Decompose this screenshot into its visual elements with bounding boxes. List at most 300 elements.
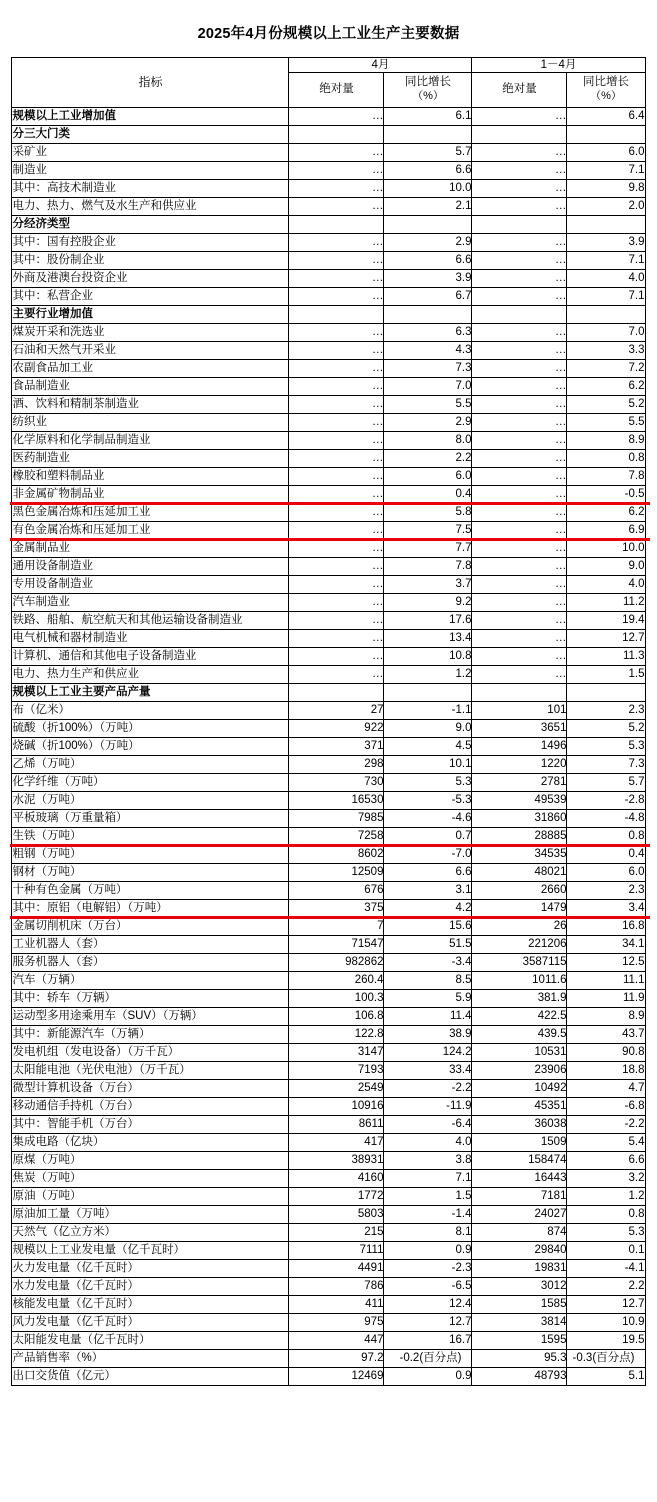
row-indicator-label: 集成电路（亿块） [12, 1133, 289, 1151]
row-indicator-label: 规模以上工业发电量（亿千瓦时） [12, 1241, 289, 1259]
row-value-cell: 975 [289, 1313, 384, 1331]
row-value-cell: -3.4 [384, 953, 472, 971]
row-value-cell: 18.8 [567, 1061, 645, 1079]
row-value-cell: 48021 [472, 863, 567, 881]
row-indicator-label: 水泥（万吨） [12, 791, 289, 809]
row-value-cell: … [472, 107, 567, 125]
table-row [12, 107, 645, 125]
row-value-cell: 29840 [472, 1241, 567, 1259]
row-value-cell: 1.5 [567, 665, 645, 683]
row-value-cell: … [289, 341, 384, 359]
highlight-line [10, 502, 650, 505]
table-row [12, 935, 645, 953]
row-indicator-label: 汽车制造业 [12, 593, 289, 611]
row-value-cell: 1772 [289, 1187, 384, 1205]
row-value-cell [289, 215, 384, 233]
table-row [12, 1259, 645, 1277]
row-indicator-label: 规模以上工业增加值 [12, 107, 289, 125]
row-indicator-label: 硫酸（折100%）（万吨） [12, 719, 289, 737]
row-value-cell: 4.0 [567, 575, 645, 593]
row-value-cell: 7.5 [384, 521, 472, 539]
table-row [12, 1169, 645, 1187]
row-value-cell: 122.8 [289, 1025, 384, 1043]
row-value-cell: -11.9 [384, 1097, 472, 1115]
row-value-cell: 0.9 [384, 1241, 472, 1259]
row-value-cell: 17.6 [384, 611, 472, 629]
row-value-cell: 23906 [472, 1061, 567, 1079]
row-indicator-label: 电气机械和器材制造业 [12, 629, 289, 647]
row-value-cell: 7.1 [567, 251, 645, 269]
row-value-cell: … [472, 629, 567, 647]
row-value-cell: 45351 [472, 1097, 567, 1115]
row-value-cell: … [289, 143, 384, 161]
row-value-cell: -4.6 [384, 809, 472, 827]
row-value-cell: … [472, 359, 567, 377]
row-value-cell: 7.1 [384, 1169, 472, 1187]
row-value-cell: 7.1 [567, 161, 645, 179]
row-value-cell: 48793 [472, 1367, 567, 1385]
table-row [12, 521, 645, 539]
row-value-cell: … [289, 107, 384, 125]
row-value-cell: … [289, 467, 384, 485]
row-value-cell: … [289, 323, 384, 341]
row-value-cell: 786 [289, 1277, 384, 1295]
table-row [12, 665, 645, 683]
row-value-cell: 4.0 [384, 1133, 472, 1151]
row-value-cell: 447 [289, 1331, 384, 1349]
row-value-cell: 5.3 [567, 1223, 645, 1241]
row-value-cell: 0.1 [567, 1241, 645, 1259]
row-value-cell: -1.4 [384, 1205, 472, 1223]
row-value-cell: 0.9 [384, 1367, 472, 1385]
table-row [12, 125, 645, 143]
table-row [12, 1349, 645, 1367]
row-value-cell [472, 683, 567, 701]
table-row [12, 809, 645, 827]
row-value-cell: … [289, 575, 384, 593]
row-value-cell: 9.0 [567, 557, 645, 575]
row-value-cell: 5803 [289, 1205, 384, 1223]
row-value-cell: 5.2 [567, 719, 645, 737]
row-value-cell: 2.3 [567, 701, 645, 719]
table-row [12, 611, 645, 629]
row-indicator-label: 铁路、船舶、航空航天和其他运输设备制造业 [12, 611, 289, 629]
row-value-cell: 101 [472, 701, 567, 719]
row-value-cell: 16.7 [384, 1331, 472, 1349]
row-value-cell: 10.0 [567, 539, 645, 557]
row-indicator-label: 电力、热力生产和供应业 [12, 665, 289, 683]
row-value-cell: 4160 [289, 1169, 384, 1187]
row-value-cell: -6.5 [384, 1277, 472, 1295]
row-value-cell: … [472, 161, 567, 179]
row-value-cell: … [289, 233, 384, 251]
row-value-cell: 0.4 [567, 845, 645, 863]
row-value-cell: 19831 [472, 1259, 567, 1277]
row-value-cell: … [289, 485, 384, 503]
row-value-cell: 7.0 [567, 323, 645, 341]
row-value-cell: 7.1 [567, 287, 645, 305]
row-value-cell: 27 [289, 701, 384, 719]
row-value-cell [289, 125, 384, 143]
row-value-cell: 6.4 [567, 107, 645, 125]
row-value-cell: 3147 [289, 1043, 384, 1061]
table-row [12, 737, 645, 755]
row-indicator-label: 外商及港澳台投资企业 [12, 269, 289, 287]
row-value-cell: … [289, 269, 384, 287]
row-value-cell: 12469 [289, 1367, 384, 1385]
row-value-cell: … [289, 521, 384, 539]
table-row [12, 323, 645, 341]
row-value-cell: 5.8 [384, 503, 472, 521]
row-value-cell: 3.8 [384, 1151, 472, 1169]
row-value-cell [384, 215, 472, 233]
highlight-line [10, 916, 650, 919]
row-value-cell: … [472, 233, 567, 251]
column-header-abs-month: 绝对量 [289, 73, 384, 107]
row-indicator-label: 金属切削机床（万台） [12, 917, 289, 935]
table-row [12, 989, 645, 1007]
row-value-cell: 31860 [472, 809, 567, 827]
row-indicator-label: 原油加工量（万吨） [12, 1205, 289, 1223]
row-value-cell: … [472, 197, 567, 215]
row-value-cell: … [472, 665, 567, 683]
yoy-label-month: 同比增长 [404, 76, 451, 89]
row-value-cell: 11.9 [567, 989, 645, 1007]
row-value-cell: 3.3 [567, 341, 645, 359]
row-value-cell: 9.2 [384, 593, 472, 611]
row-value-cell: 3.1 [384, 881, 472, 899]
table-row [12, 827, 645, 845]
table-row [12, 1133, 645, 1151]
row-value-cell: 982862 [289, 953, 384, 971]
table-row [12, 575, 645, 593]
row-value-cell: 12.5 [567, 953, 645, 971]
row-indicator-label: 计算机、通信和其他电子设备制造业 [12, 647, 289, 665]
row-value-cell: … [472, 323, 567, 341]
row-indicator-label: 主要行业增加值 [12, 305, 289, 323]
row-value-cell: 5.3 [384, 773, 472, 791]
row-value-cell [567, 125, 645, 143]
row-value-cell: 10.0 [384, 179, 472, 197]
table-row [12, 557, 645, 575]
row-value-cell: … [289, 629, 384, 647]
row-value-cell: 0.8 [567, 827, 645, 845]
table-row [12, 1313, 645, 1331]
row-value-cell: 7111 [289, 1241, 384, 1259]
table-row [12, 1277, 645, 1295]
row-value-cell: 874 [472, 1223, 567, 1241]
table-row [12, 179, 645, 197]
table-body [12, 107, 645, 1385]
row-value-cell: 6.2 [567, 377, 645, 395]
row-value-cell: 19.4 [567, 611, 645, 629]
row-value-cell: 7.8 [567, 467, 645, 485]
row-value-cell: 15.6 [384, 917, 472, 935]
row-value-cell: … [289, 431, 384, 449]
row-value-cell: … [472, 395, 567, 413]
row-value-cell: 43.7 [567, 1025, 645, 1043]
row-value-cell: 6.6 [384, 251, 472, 269]
table-row [12, 917, 645, 935]
row-value-cell: 9.8 [567, 179, 645, 197]
row-value-cell: 1595 [472, 1331, 567, 1349]
row-value-cell: 730 [289, 773, 384, 791]
row-indicator-label: 农副食品加工业 [12, 359, 289, 377]
row-indicator-label: 橡胶和塑料制品业 [12, 467, 289, 485]
row-value-cell: 5.9 [384, 989, 472, 1007]
row-value-cell: 10492 [472, 1079, 567, 1097]
row-value-cell [567, 683, 645, 701]
row-value-cell [289, 683, 384, 701]
row-value-cell: … [289, 377, 384, 395]
row-value-cell: 11.1 [567, 971, 645, 989]
row-indicator-label: 太阳能发电量（亿千瓦时） [12, 1331, 289, 1349]
row-value-cell [567, 215, 645, 233]
row-value-cell: 106.8 [289, 1007, 384, 1025]
row-value-cell: 6.0 [384, 467, 472, 485]
row-value-cell: 1.5 [384, 1187, 472, 1205]
table-row [12, 1097, 645, 1115]
row-value-cell: … [289, 395, 384, 413]
row-value-cell: … [472, 179, 567, 197]
row-value-cell: … [289, 665, 384, 683]
table-row [12, 1187, 645, 1205]
row-value-cell: -4.8 [567, 809, 645, 827]
row-value-cell: 7 [289, 917, 384, 935]
row-value-cell: 100.3 [289, 989, 384, 1007]
row-indicator-label: 微型计算机设备（万台） [12, 1079, 289, 1097]
row-value-cell: 6.6 [384, 863, 472, 881]
row-value-cell: … [472, 521, 567, 539]
row-value-cell: 7.3 [567, 755, 645, 773]
table-row [12, 953, 645, 971]
row-value-cell: 3.4 [567, 899, 645, 917]
row-value-cell: … [289, 197, 384, 215]
row-indicator-label: 天然气（亿立方米） [12, 1223, 289, 1241]
row-value-cell [384, 125, 472, 143]
table-row [12, 1025, 645, 1043]
row-value-cell: 422.5 [472, 1007, 567, 1025]
table-row [12, 1241, 645, 1259]
row-indicator-label: 其中：私营企业 [12, 287, 289, 305]
row-indicator-label: 化学原料和化学制品制造业 [12, 431, 289, 449]
row-value-cell: … [472, 467, 567, 485]
row-indicator-label: 规模以上工业主要产品产量 [12, 683, 289, 701]
row-value-cell: … [472, 431, 567, 449]
row-value-cell: 371 [289, 737, 384, 755]
row-indicator-label: 布（亿米） [12, 701, 289, 719]
row-value-cell [289, 305, 384, 323]
row-value-cell: … [472, 143, 567, 161]
row-indicator-label: 其中：新能源汽车（万辆） [12, 1025, 289, 1043]
row-value-cell [567, 305, 645, 323]
row-indicator-label: 十种有色金属（万吨） [12, 881, 289, 899]
row-value-cell: 11.4 [384, 1007, 472, 1025]
table-row [12, 269, 645, 287]
row-indicator-label: 金属制品业 [12, 539, 289, 557]
row-value-cell: 158474 [472, 1151, 567, 1169]
row-value-cell: 1509 [472, 1133, 567, 1151]
row-value-cell: 6.0 [567, 143, 645, 161]
row-value-cell: 7181 [472, 1187, 567, 1205]
row-value-cell [472, 215, 567, 233]
row-value-cell: 4.0 [567, 269, 645, 287]
industrial-production-table [11, 57, 645, 1386]
highlight-line [10, 844, 650, 847]
table-row [12, 305, 645, 323]
column-header-yoy-month [384, 73, 472, 107]
row-indicator-label: 原油（万吨） [12, 1187, 289, 1205]
row-indicator-label: 制造业 [12, 161, 289, 179]
row-indicator-label: 医药制造业 [12, 449, 289, 467]
row-value-cell: … [472, 449, 567, 467]
row-value-cell: 8.9 [567, 431, 645, 449]
row-indicator-label: 其中：高技术制造业 [12, 179, 289, 197]
row-indicator-label: 黑色金属冶炼和压延加工业 [12, 503, 289, 521]
table-row [12, 1043, 645, 1061]
row-value-cell: 2.9 [384, 413, 472, 431]
row-indicator-label: 出口交货值（亿元） [12, 1367, 289, 1385]
row-value-cell: … [289, 359, 384, 377]
row-value-cell: 49539 [472, 791, 567, 809]
row-value-cell: 676 [289, 881, 384, 899]
row-value-cell: 439.5 [472, 1025, 567, 1043]
row-value-cell: … [289, 449, 384, 467]
row-indicator-label: 移动通信手持机（万台） [12, 1097, 289, 1115]
row-indicator-label: 粗钢（万吨） [12, 845, 289, 863]
row-value-cell: … [472, 341, 567, 359]
table-row [12, 701, 645, 719]
row-value-cell: 6.9 [567, 521, 645, 539]
row-value-cell: 4.7 [567, 1079, 645, 1097]
row-value-cell: 9.0 [384, 719, 472, 737]
row-value-cell: 8.5 [384, 971, 472, 989]
table-row [12, 1223, 645, 1241]
row-value-cell: -0.5 [567, 485, 645, 503]
table-row [12, 503, 645, 521]
row-value-cell: 2.2 [384, 449, 472, 467]
row-value-cell: 260.4 [289, 971, 384, 989]
row-value-cell: -7.0 [384, 845, 472, 863]
table-row [12, 161, 645, 179]
table-row [12, 233, 645, 251]
row-indicator-label: 原煤（万吨） [12, 1151, 289, 1169]
row-value-cell [472, 125, 567, 143]
row-indicator-label: 其中：轿车（万辆） [12, 989, 289, 1007]
highlight-line [10, 538, 650, 541]
row-value-cell: 6.0 [567, 863, 645, 881]
row-value-cell: 3.9 [567, 233, 645, 251]
row-value-cell: 12.7 [384, 1313, 472, 1331]
row-indicator-label: 有色金属冶炼和压延加工业 [12, 521, 289, 539]
row-value-cell: 2660 [472, 881, 567, 899]
row-indicator-label: 生铁（万吨） [12, 827, 289, 845]
table-row [12, 773, 645, 791]
table-row [12, 1115, 645, 1133]
row-value-cell [384, 683, 472, 701]
row-indicator-label: 钢材（万吨） [12, 863, 289, 881]
table-row [12, 539, 645, 557]
row-indicator-label: 乙烯（万吨） [12, 755, 289, 773]
row-value-cell: 4491 [289, 1259, 384, 1277]
row-value-cell: 12509 [289, 863, 384, 881]
row-value-cell: 16443 [472, 1169, 567, 1187]
row-value-cell: 5.5 [567, 413, 645, 431]
table-row [12, 647, 645, 665]
row-value-cell: … [289, 413, 384, 431]
row-value-cell: 16530 [289, 791, 384, 809]
row-value-cell: 0.8 [567, 449, 645, 467]
row-value-cell: 2.2 [567, 1277, 645, 1295]
row-value-cell: 36038 [472, 1115, 567, 1133]
row-value-cell: 7.3 [384, 359, 472, 377]
row-value-cell: 2781 [472, 773, 567, 791]
row-indicator-label: 服务机器人（套） [12, 953, 289, 971]
row-value-cell: 1479 [472, 899, 567, 917]
row-indicator-label: 其中：智能手机（万台） [12, 1115, 289, 1133]
row-value-cell: 4.2 [384, 899, 472, 917]
row-value-cell: … [472, 251, 567, 269]
table-row [12, 215, 645, 233]
table-row [12, 1151, 645, 1169]
row-value-cell: 6.3 [384, 323, 472, 341]
row-value-cell: … [472, 575, 567, 593]
row-value-cell: 6.2 [567, 503, 645, 521]
row-value-cell: 1.2 [567, 1187, 645, 1205]
row-value-cell: 5.3 [567, 737, 645, 755]
row-value-cell: 3012 [472, 1277, 567, 1295]
row-value-cell: 1585 [472, 1295, 567, 1313]
row-indicator-label: 平板玻璃（万重量箱） [12, 809, 289, 827]
row-value-cell: … [472, 287, 567, 305]
table-row [12, 629, 645, 647]
row-indicator-label: 电力、热力、燃气及水生产和供应业 [12, 197, 289, 215]
row-indicator-label: 太阳能电池（光伏电池）（万千瓦） [12, 1061, 289, 1079]
row-value-cell: … [472, 413, 567, 431]
row-indicator-label: 石油和天然气开采业 [12, 341, 289, 359]
table-row [12, 413, 645, 431]
row-value-cell: 10.9 [567, 1313, 645, 1331]
row-value-cell: -2.2 [384, 1079, 472, 1097]
row-value-cell: 381.9 [472, 989, 567, 1007]
row-value-cell: -1.1 [384, 701, 472, 719]
row-value-cell: 6.1 [384, 107, 472, 125]
row-value-cell: … [289, 287, 384, 305]
table-row [12, 1205, 645, 1223]
page-title: 2025年4月份规模以上工业生产主要数据 [197, 26, 460, 42]
row-indicator-label: 分三大门类 [12, 125, 289, 143]
row-value-cell: 7258 [289, 827, 384, 845]
row-indicator-label: 其中：国有控股企业 [12, 233, 289, 251]
row-value-cell: 5.2 [567, 395, 645, 413]
row-value-cell: 38931 [289, 1151, 384, 1169]
row-value-cell: 16.8 [567, 917, 645, 935]
row-value-cell: 5.4 [567, 1133, 645, 1151]
row-value-cell: 3587115 [472, 953, 567, 971]
row-value-cell: -2.8 [567, 791, 645, 809]
table-row [12, 1367, 645, 1385]
row-value-cell: 6.6 [567, 1151, 645, 1169]
table-row [12, 1079, 645, 1097]
row-value-cell: 411 [289, 1295, 384, 1313]
row-value-cell: 10.1 [384, 755, 472, 773]
row-value-cell: 7.2 [567, 359, 645, 377]
row-value-cell: 95.3 [472, 1349, 567, 1367]
row-indicator-label: 运动型多用途乘用车（SUV）（万辆） [12, 1007, 289, 1025]
column-header-period-month: 4月 [289, 58, 472, 73]
table-row [12, 251, 645, 269]
row-indicator-label: 纺织业 [12, 413, 289, 431]
